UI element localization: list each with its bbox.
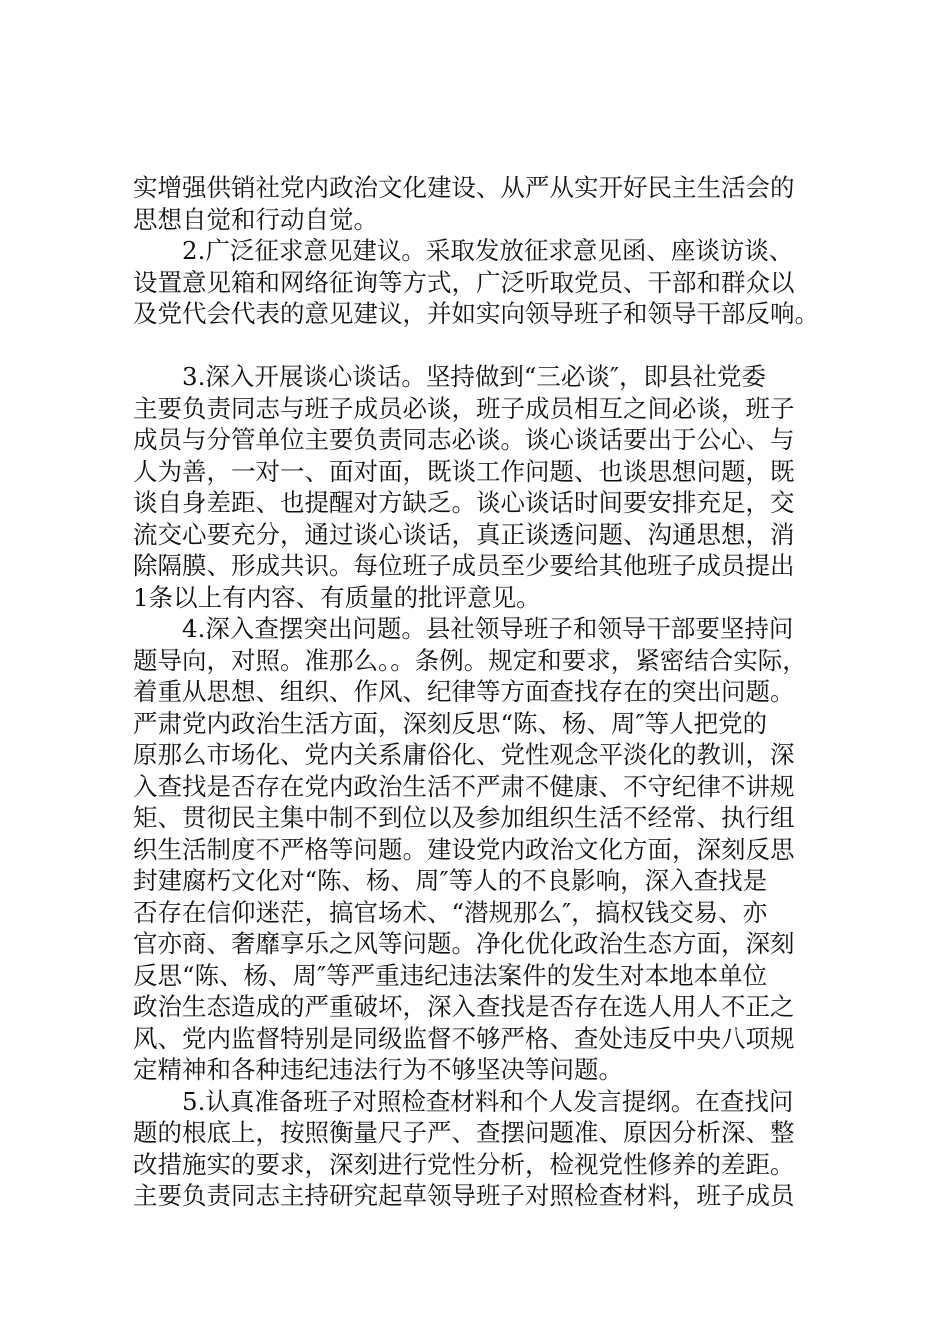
text-line: 入查找是否存在党内政治生活不严肃不健康、不守纪律不讲规 bbox=[133, 771, 795, 801]
text-line: 题的根底上，按照衡量尺子严、查摆问题准、原因分析深、整 bbox=[133, 1118, 795, 1147]
text-line: 着重从思想、组织、作风、纪律等方面查找存在的突出问题。 bbox=[133, 677, 795, 706]
text-line: 除隔膜、形成共识。每位班子成员至少要给其他班子成员提出 bbox=[133, 551, 795, 580]
text-line: 定精神和各种违纪违法行为不够坚决等问题。 bbox=[133, 1055, 623, 1084]
text-line: 原那么市场化、党内关系庸俗化、党性观念平淡化的教训，深 bbox=[133, 740, 795, 769]
text-line: 矩、贯彻民主集中制不到位以及参加组织生活不经常、执行组 bbox=[133, 803, 795, 832]
paragraph-5-start: 5.认真准备班子对照检查材料和个人发言提纲。在查找问 bbox=[182, 1086, 794, 1116]
text-line: 实增强供销社党内政治文化建设、从严从实开好民主生活会的 bbox=[133, 173, 795, 202]
text-line: 政治生态造成的严重破坏，深入查找是否存在选人用人不正之 bbox=[133, 992, 795, 1021]
text-line: 风、党内监督特别是同级监督不够严格、查处违反中央八项规 bbox=[133, 1023, 795, 1053]
text-line: 人为善，一对一、面对面，既谈工作问题、也谈思想问题，既 bbox=[133, 456, 795, 486]
paragraph-4-start: 4.深入查摆突出问题。县社领导班子和领导干部要坚持问 bbox=[182, 614, 794, 643]
text-line: 封建腐朽文化对“陈、杨、周″等人的不良影响，深入查找是 bbox=[133, 866, 768, 895]
text-line: 成员与分管单位主要负责同志必谈。谈心谈话要出于公心、与 bbox=[133, 425, 795, 454]
text-line: 流交心要充分，通过谈心谈话，真正谈透问题、沟通思想，消 bbox=[133, 519, 795, 549]
text-line: 及党代会代表的意见建议，并如实向领导班子和领导干部反响。 bbox=[133, 299, 819, 328]
paragraph-3-start: 3.深入开展谈心谈话。坚持做到“三必谈″，即县社党委 bbox=[182, 362, 767, 391]
text-line: 1条以上有内容、有质量的批评意见。 bbox=[133, 582, 541, 612]
text-line: 主要负责同志与班子成员必谈，班子成员相互之间必谈，班子 bbox=[133, 393, 795, 423]
text-line: 改措施实的要求，深刻进行党性分析，检视党性修养的差距。 bbox=[133, 1149, 795, 1179]
text-line: 织生活制度不严格等问题。建设党内政治文化方面，深刻反思 bbox=[133, 834, 795, 864]
text-line: 反思“陈、杨、周″等严重违纪违法案件的发生对本地本单位 bbox=[133, 960, 768, 990]
text-line: 设置意见箱和网络征询等方式，广泛听取党员、干部和群众以 bbox=[133, 267, 795, 297]
body-text bbox=[133, 172, 833, 1212]
text-line: 官亦商、奢靡享乐之风等问题。净化优化政治生态方面，深刻 bbox=[133, 929, 795, 958]
text-line: 题导向，对照。准那么。。条例。规定和要求，紧密结合实际， bbox=[133, 645, 807, 675]
paragraph-2-start: 2.广泛征求意见建议。采取发放征求意见函、座谈访谈、 bbox=[182, 236, 794, 265]
text-line: 思想自觉和行动自觉。 bbox=[133, 204, 378, 234]
text-line: 谈自身差距、也提醒对方缺乏。谈心谈话时间要安排充足，交 bbox=[133, 488, 795, 517]
paragraph-gap bbox=[133, 330, 833, 362]
text-line: 否存在信仰迷茫，搞官场术、“潜规那么″，搞权钱交易、亦 bbox=[133, 897, 768, 927]
text-line: 严肃党内政治生活方面，深刻反思“陈、杨、周″等人把党的 bbox=[133, 708, 768, 738]
text-line: 主要负责同志主持研究起草领导班子对照检查材料，班子成员 bbox=[133, 1181, 795, 1210]
